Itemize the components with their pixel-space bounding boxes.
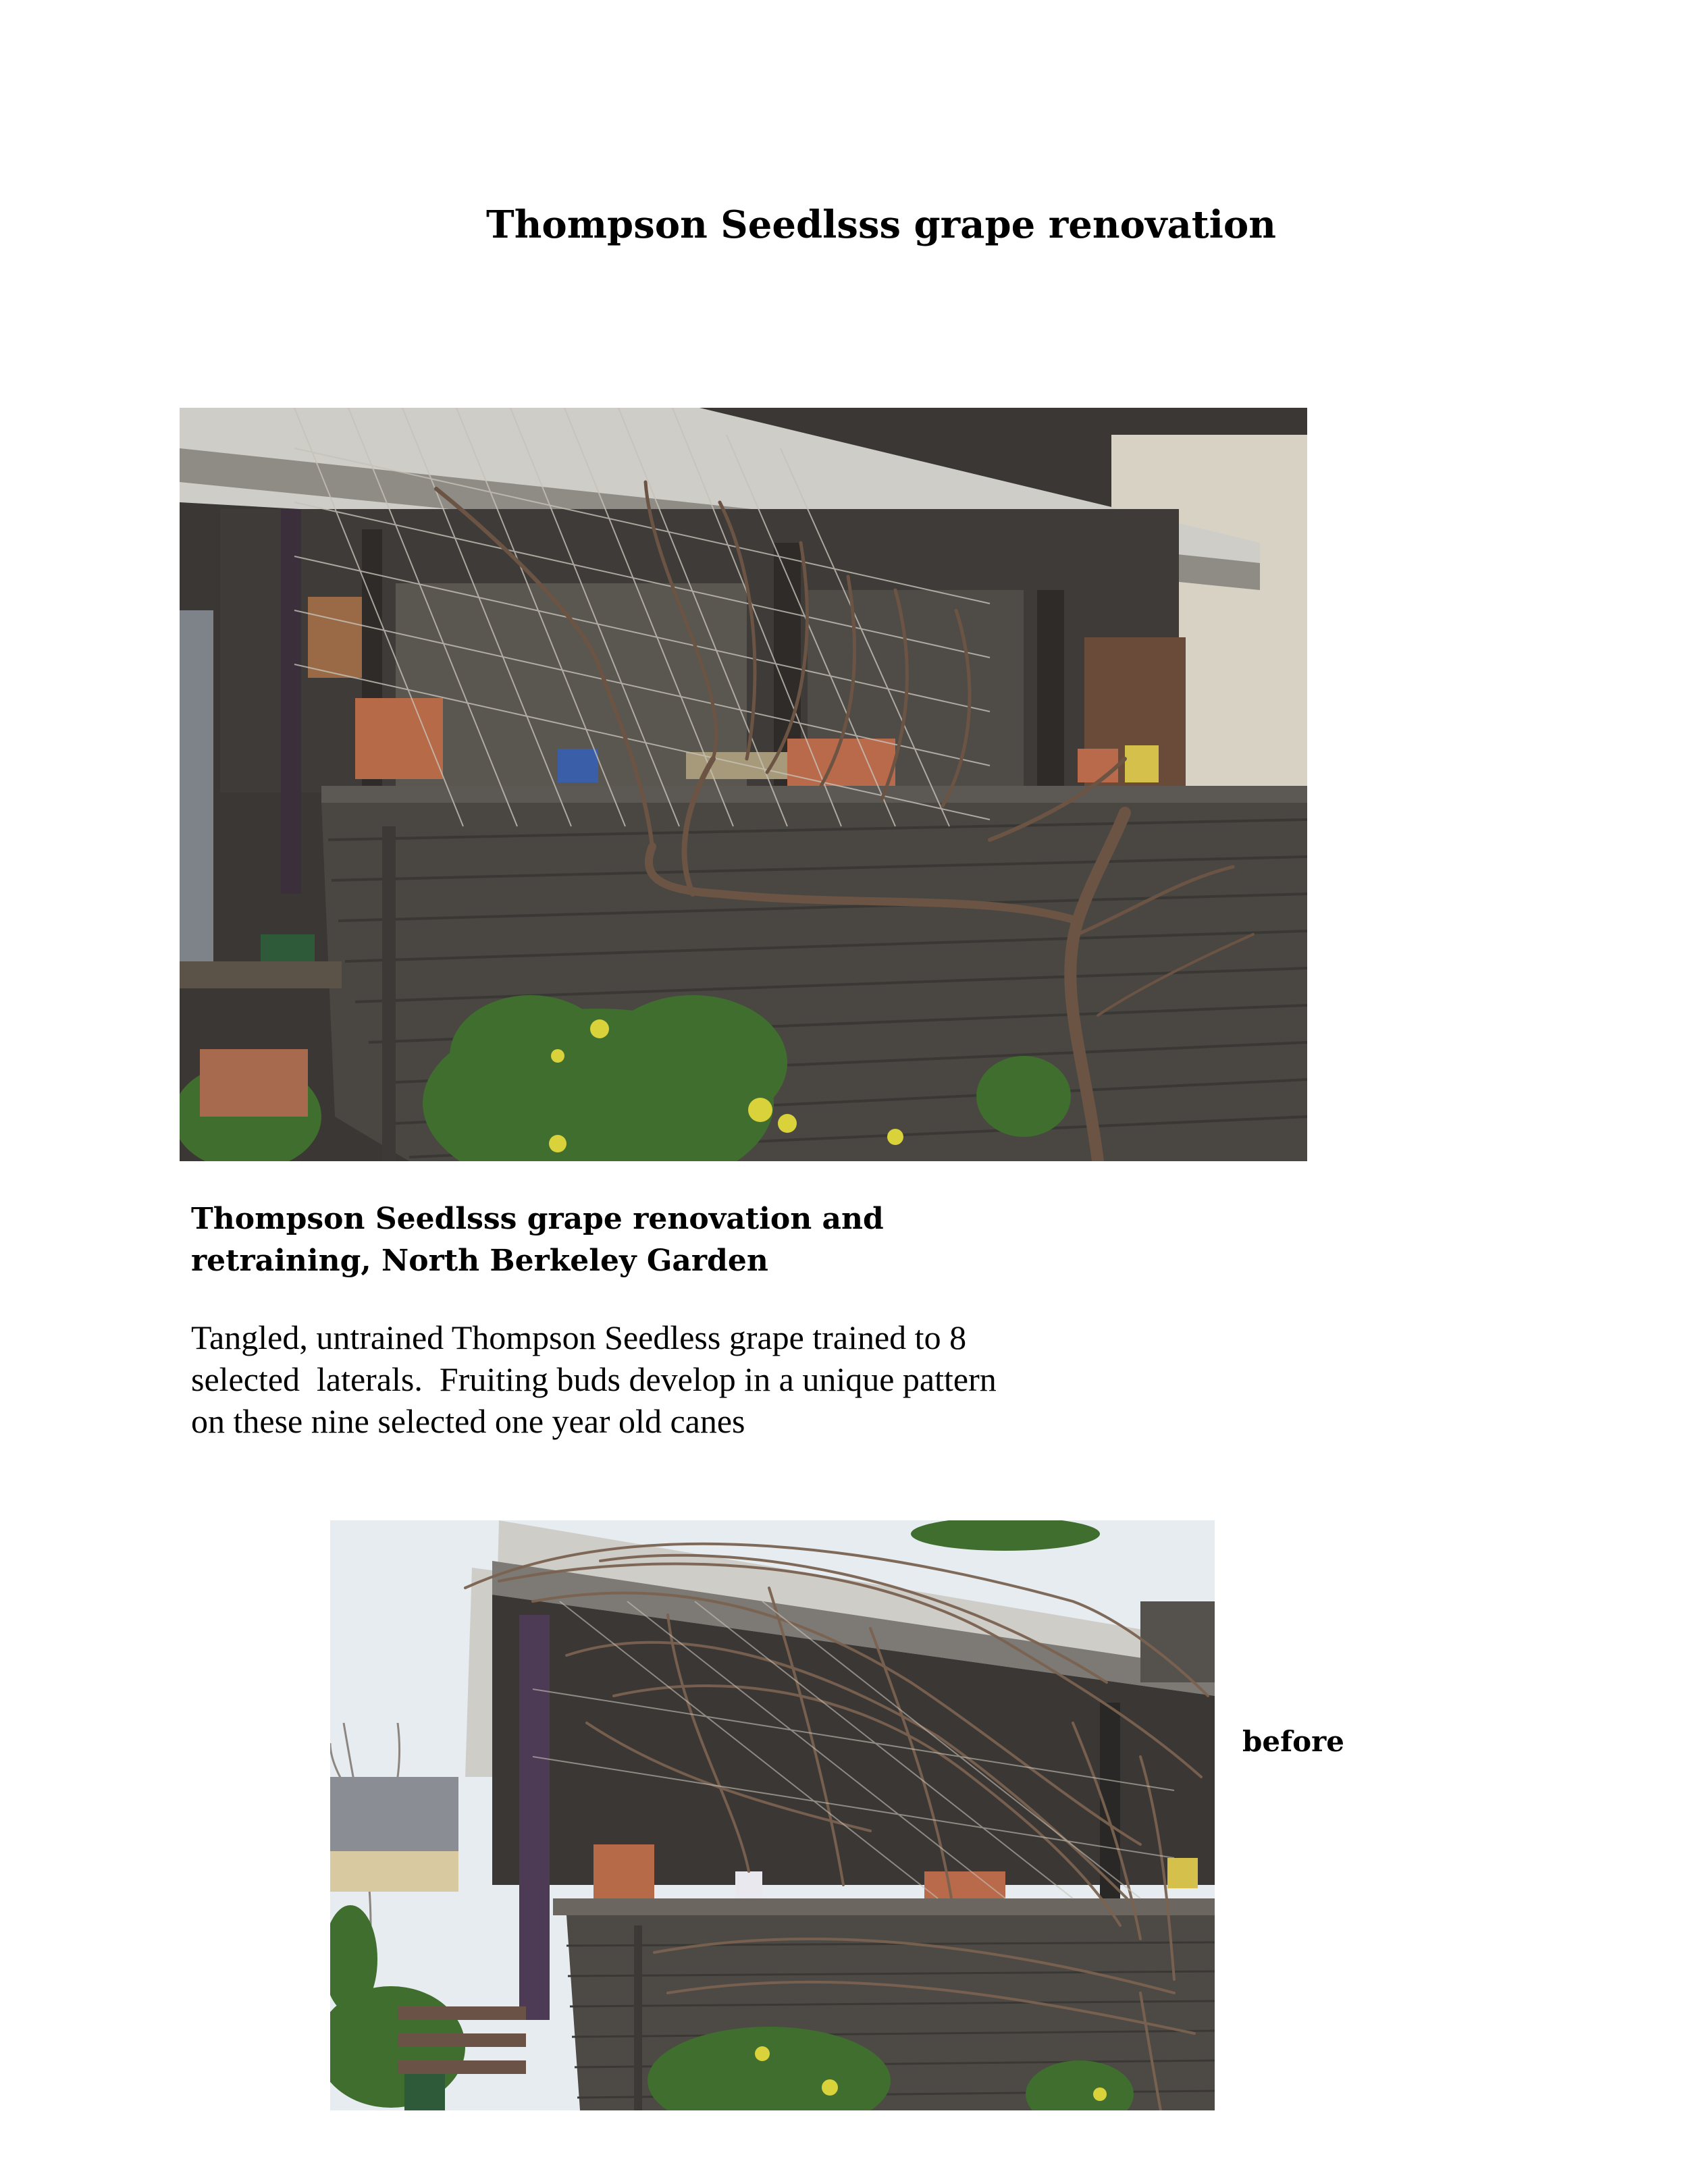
caption-body bbox=[191, 1316, 1204, 1442]
page-title: Thompson Seedlsss grape renovation bbox=[486, 203, 1276, 247]
caption-body-line2: selected laterals. Fruiting buds develop in a unique pattern bbox=[191, 1360, 997, 1398]
caption-body-line1: Tangled, untrained Thompson Seedless grape trained to 8 bbox=[191, 1319, 967, 1356]
caption-heading-line2: retraining, North Berkeley Garden bbox=[191, 1244, 768, 1278]
before-label: before bbox=[1242, 1725, 1345, 1758]
after-photo-image bbox=[180, 408, 1307, 1161]
after-photo bbox=[180, 408, 1307, 1161]
before-photo bbox=[330, 1520, 1215, 2110]
before-photo-image bbox=[330, 1520, 1215, 2110]
caption-body-line3: on these nine selected one year old canes bbox=[191, 1402, 745, 1440]
caption-heading-line1: Thompson Seedlsss grape renovation and bbox=[191, 1202, 884, 1236]
caption-heading bbox=[191, 1198, 1136, 1282]
